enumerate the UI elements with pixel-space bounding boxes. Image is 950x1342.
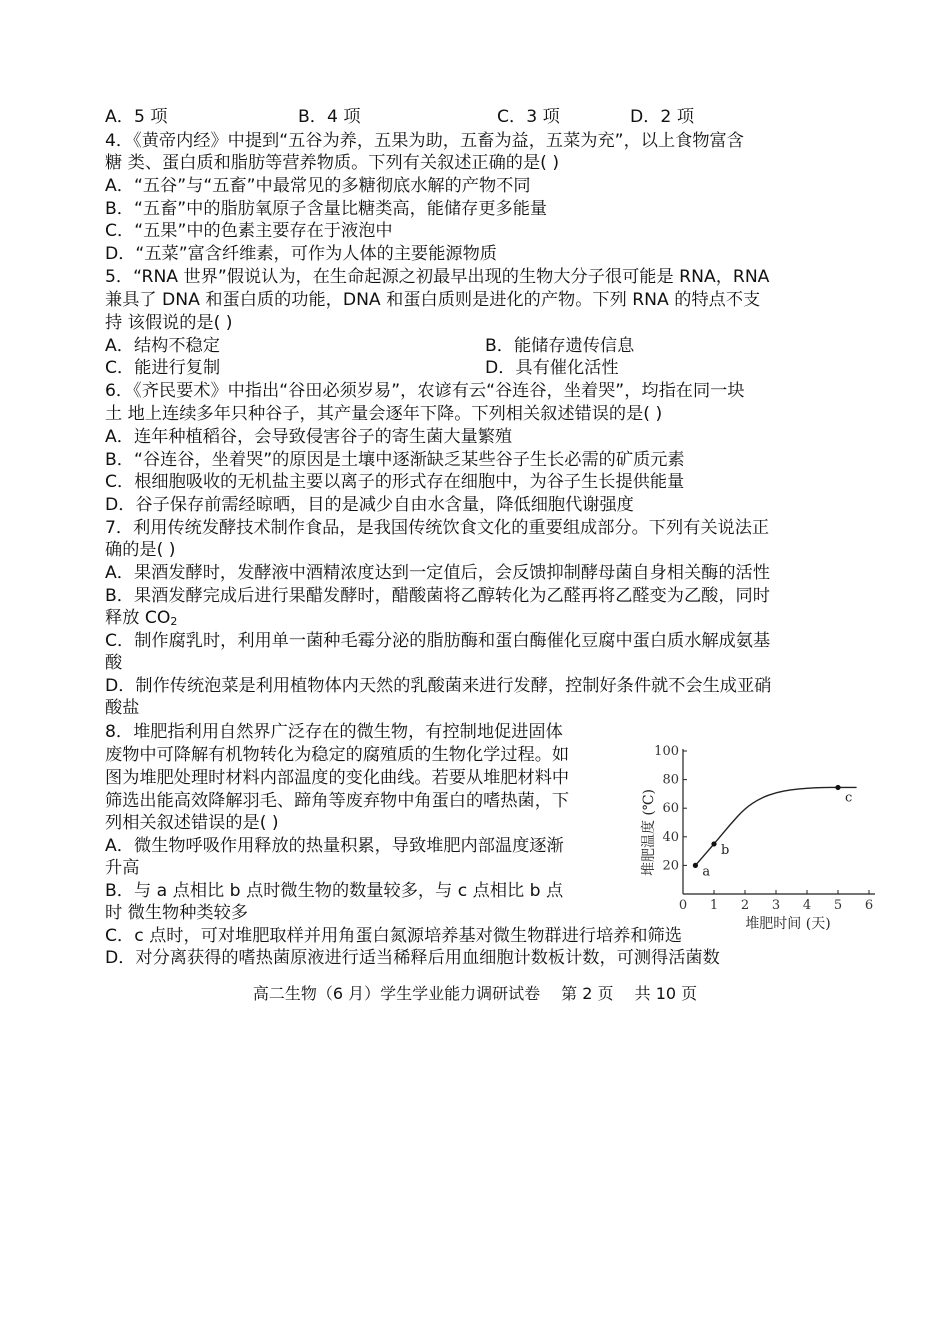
- y-tick-label: 20: [662, 858, 679, 874]
- q8-stem-line-5: 列相关叙述错误的是( ): [105, 813, 279, 833]
- y-tick-label: 80: [662, 772, 679, 788]
- q4-option-d: D．“五菜”富含纤维素，可作为人体的主要能源物质: [105, 244, 497, 264]
- q5-option-c: C．能进行复制: [105, 358, 221, 378]
- q7-stem-line-1: 7．利用传统发酵技术制作食品，是我国传统饮食文化的重要组成部分。下列有关说法正: [105, 518, 770, 538]
- compost-temperature-chart: [630, 740, 885, 938]
- q8-option-b-continuation: 时 微生物种类较多: [105, 903, 248, 923]
- q8-stem-line-1: 8．堆肥指利用自然界广泛存在的微生物，有控制地促进固体: [105, 722, 563, 742]
- q7-option-b-cont-subscript: 2: [170, 615, 178, 628]
- q6-option-b: B．“谷连谷，坐着哭”的原因是土壤中逐渐缺乏某些谷子生长必需的矿质元素: [105, 450, 685, 470]
- q6-stem-line-2: 土 地上连续多年只种谷子，其产量会逐年下降。下列相关叙述错误的是( ): [105, 404, 663, 424]
- q6-option-d: D．谷子保存前需经晾晒，目的是减少自由水含量，降低细胞代谢强度: [105, 495, 634, 515]
- point-label-c: c: [845, 790, 853, 806]
- q6-option-c: C．根细胞吸收的无机盐主要以离子的形式存在细胞中，为谷子生长提供能量: [105, 472, 685, 492]
- q7-option-c: C．制作腐乳时，利用单一菌种毛霉分泌的脂肪酶和蛋白酶催化豆腐中蛋白质水解成氨基: [105, 631, 771, 651]
- q6-option-a: A．连年种植稻谷，会导致侵害谷子的寄生菌大量繁殖: [105, 427, 513, 447]
- q7-option-d-continuation: 酸盐: [105, 698, 140, 718]
- q5-option-a: A．结构不稳定: [105, 336, 220, 356]
- q3-option-a: A．5 项: [105, 107, 168, 127]
- y-tick-label: 60: [662, 801, 679, 817]
- point-c: [835, 785, 840, 790]
- point-a: [693, 863, 698, 868]
- q7-option-b: B．果酒发酵完成后进行果醋发酵时，醋酸菌将乙醇转化为乙醛再将乙醛变为乙酸，同时: [105, 586, 770, 606]
- point-b: [711, 841, 716, 846]
- q8-stem-line-2: 废物中可降解有机物转化为稳定的腐殖质的生物化学过程。如: [105, 745, 570, 765]
- x-tick-label: 6: [864, 898, 874, 913]
- q8-option-c: C．c 点时，可对堆肥取样并用角蛋白氮源培养基对微生物群进行培养和筛选: [105, 926, 682, 946]
- q7-stem-line-2: 确的是( ): [105, 540, 176, 560]
- x-axis-label: 堆肥时间 (天): [745, 916, 831, 932]
- x-tick-label: 5: [833, 898, 843, 913]
- x-tick-label: 1: [709, 898, 719, 913]
- page-footer: 高二生物（6 月）学生学业能力调研试卷 第 2 页 共 10 页: [252, 984, 698, 1003]
- q8-option-a: A．微生物呼吸作用释放的热量积累，导致堆肥内部温度逐渐: [105, 836, 564, 856]
- q4-stem-line-2: 糖 类、蛋白质和脂肪等营养物质。下列有关叙述正确的是( ): [105, 153, 560, 173]
- y-tick-label: 40: [662, 829, 679, 845]
- y-axis-label: 堆肥温度 (℃): [641, 788, 657, 877]
- q6-stem-line-1: 6．《齐民要术》中指出“谷田必须岁易”，农谚有云“谷连谷，坐着哭”，均指在同一块: [105, 381, 745, 401]
- q3-option-c: C．3 项: [497, 107, 560, 127]
- x-tick-label: 4: [802, 898, 812, 913]
- y-tick-label: 100: [654, 744, 679, 759]
- q7-option-b-cont-text: 释放 CO: [105, 608, 171, 628]
- q4-option-c: C．“五果”中的色素主要存在于液泡中: [105, 221, 393, 241]
- q5-option-d: D．具有催化活性: [485, 358, 619, 378]
- q7-option-d: D．制作传统泡菜是利用植物体内天然的乳酸菌来进行发酵，控制好条件就不会生成亚硝: [105, 676, 772, 696]
- q8-stem-line-4: 筛选出能高效降解羽毛、蹄角等废弃物中角蛋白的嗜热菌，下: [105, 791, 570, 811]
- q5-option-b: B．能储存遗传信息: [485, 336, 635, 356]
- q8-option-a-continuation: 升高: [105, 858, 140, 878]
- q7-option-a: A．果酒发酵时，发酵液中酒精浓度达到一定值后，会反馈抑制酵母菌自身相关酶的活性: [105, 563, 770, 583]
- q5-stem-line-2: 兼具了 DNA 和蛋白质的功能，DNA 和蛋白质则是进化的产物。下列 RNA 的特点不支: [105, 290, 761, 310]
- x-tick-label: 3: [771, 898, 781, 913]
- point-label-a: a: [702, 864, 711, 880]
- q3-option-d: D．2 项: [630, 107, 695, 127]
- q5-stem-line-1: 5．“RNA 世界”假说认为，在生命起源之初最早出现的生物大分子很可能是 RNA，RNA: [105, 267, 770, 287]
- q4-option-b: B．“五畜”中的脂肪氧原子含量比糖类高，能储存更多能量: [105, 199, 548, 219]
- x-tick-label: 0: [678, 898, 688, 913]
- q3-option-b: B．4 项: [298, 107, 361, 127]
- point-label-b: b: [721, 842, 730, 858]
- q7-option-c-continuation: 酸: [105, 653, 123, 673]
- x-tick-label: 2: [740, 898, 750, 913]
- q4-option-a: A．“五谷”与“五畜”中最常见的多糖彻底水解的产物不同: [105, 176, 531, 196]
- q5-stem-line-3: 持 该假说的是( ): [105, 313, 233, 333]
- q4-stem-line-1: 4．《黄帝内经》中提到“五谷为养，五果为助，五畜为益，五菜为充”，以上食物富含: [105, 131, 744, 151]
- temperature-curve: [695, 787, 856, 865]
- q8-option-d: D．对分离获得的嗜热菌原液进行适当稀释后用血细胞计数板计数，可测得活菌数: [105, 948, 720, 968]
- q8-stem-line-3: 图为堆肥处理时材料内部温度的变化曲线。若要从堆肥材料中: [105, 768, 570, 788]
- q8-option-b: B．与 a 点相比 b 点时微生物的数量较多，与 c 点相比 b 点: [105, 881, 564, 901]
